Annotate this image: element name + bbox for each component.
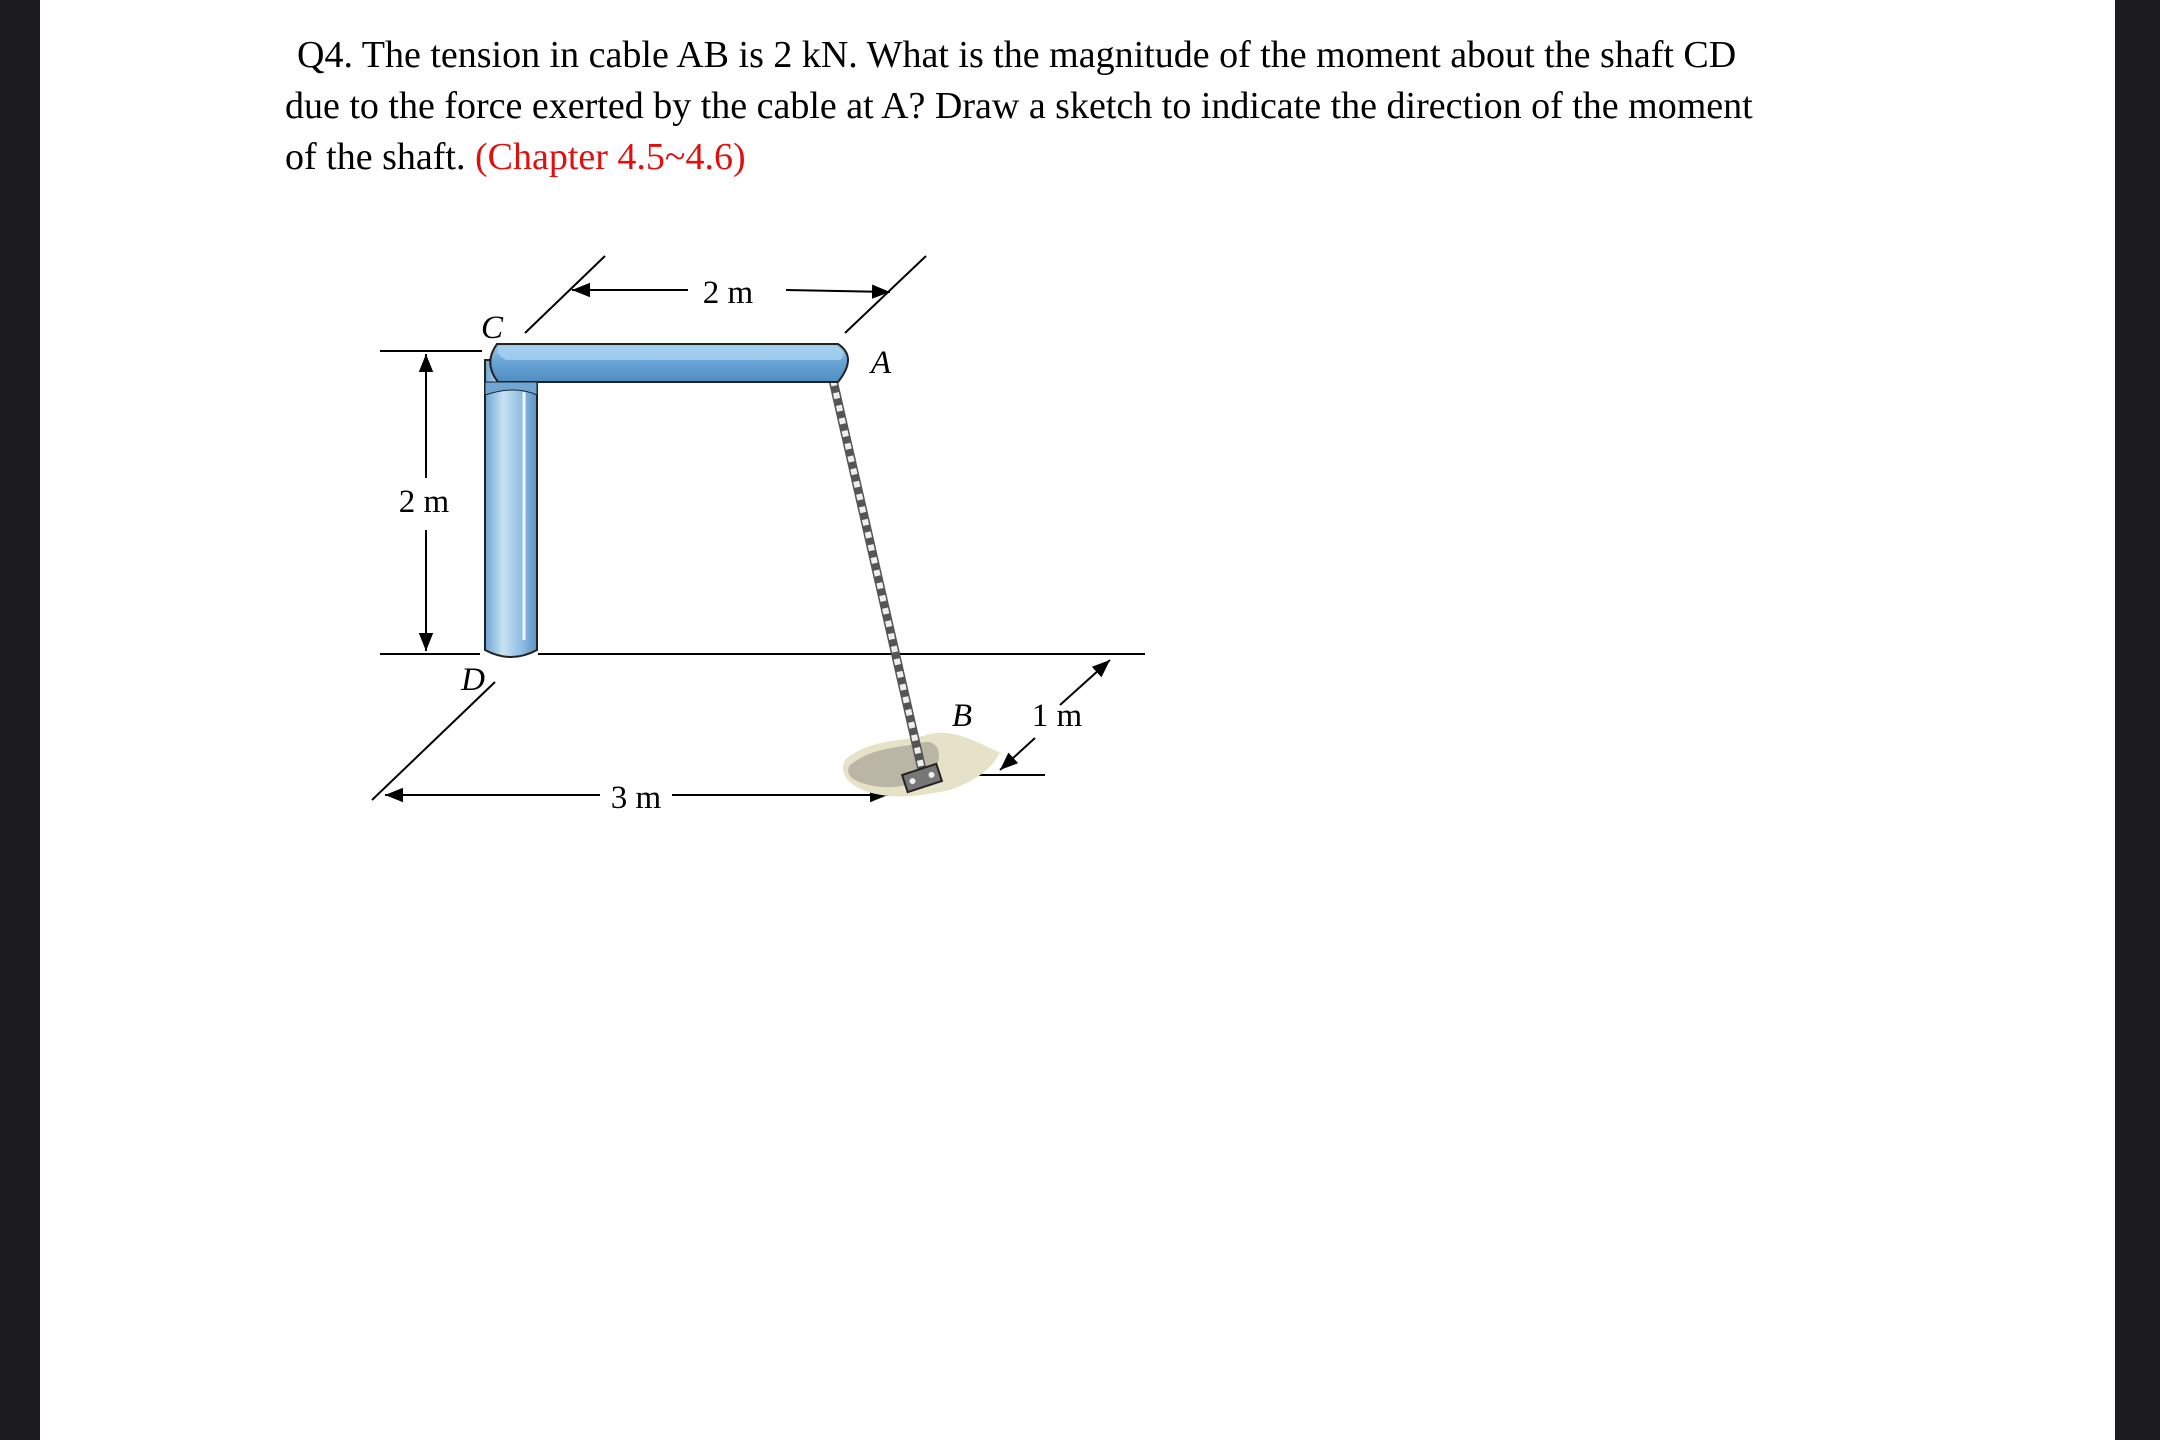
top-dim-ext-right	[845, 256, 926, 333]
top-arm-length-label: 2 m	[702, 275, 754, 311]
b-offset-arrow-lower	[1000, 738, 1035, 770]
b-offset-label: 1 m	[1031, 698, 1083, 734]
question-line-1: Q4. The tension in cable AB is 2 kN. What is the magnitude of the moment about the shaft CD	[297, 34, 1737, 76]
top-dim-arrow-right	[786, 290, 890, 292]
base-ext-left	[372, 682, 495, 800]
question-line-2: due to the force exerted by the cable at A? Draw a sketch to indicate the direction of the moment	[285, 85, 1753, 127]
question-line-3-text: of the shaft.	[285, 136, 475, 178]
arm-top-face	[498, 346, 844, 360]
chapter-reference: (Chapter 4.5~4.6)	[474, 136, 746, 178]
shaft-cd	[485, 360, 537, 657]
shaft-height-label: 2 m	[398, 484, 450, 520]
point-c-label: C	[480, 310, 504, 346]
point-d-label: D	[461, 662, 485, 698]
top-dim-ext-left	[525, 256, 605, 333]
point-b-label: B	[951, 698, 973, 734]
base-length-label: 3 m	[610, 780, 662, 816]
point-a-label: A	[870, 345, 892, 381]
